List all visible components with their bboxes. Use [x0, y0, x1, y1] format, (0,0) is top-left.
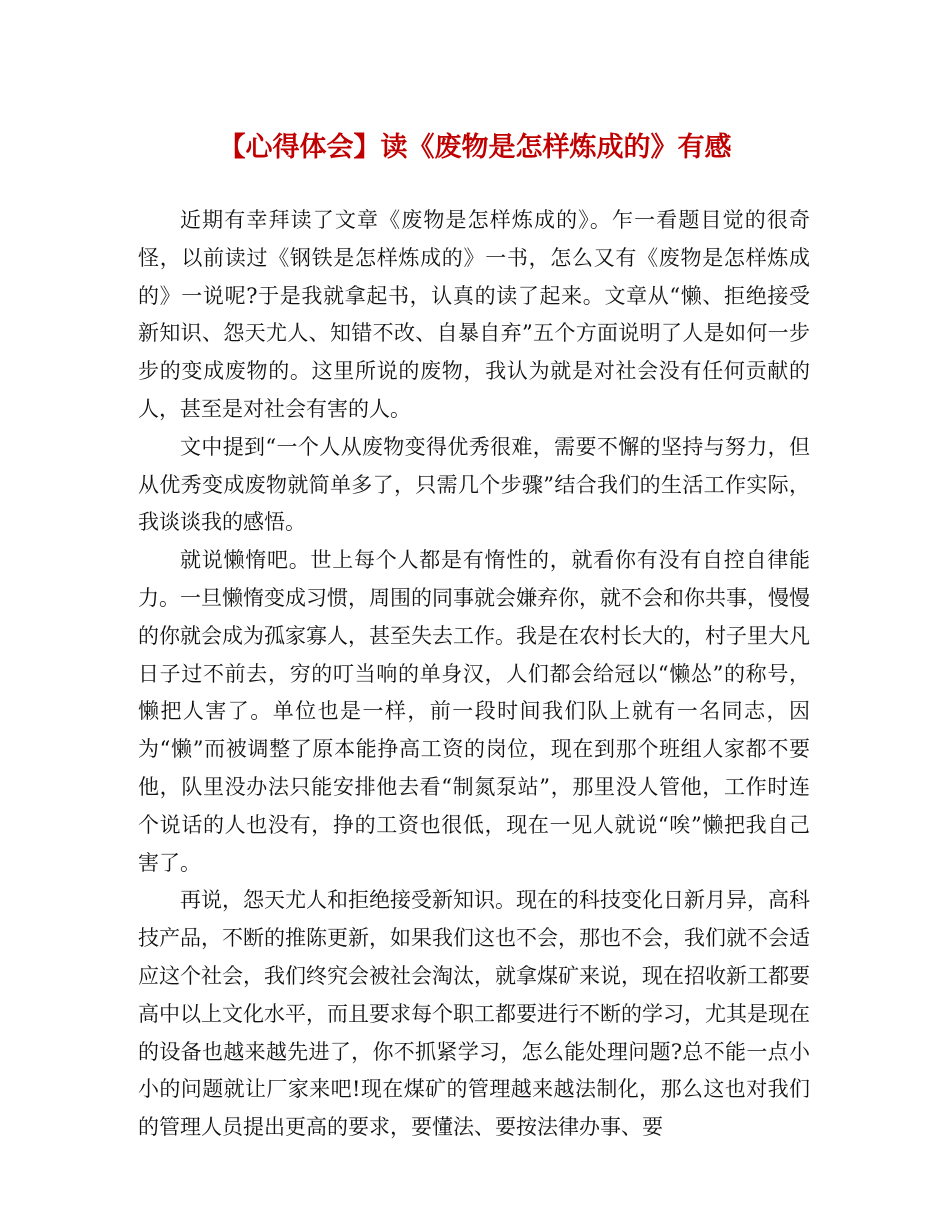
paragraph-4: 再说，怨天尤人和拒绝接受新知识。现在的科技变化日新月异，高科技产品，不断的推陈更新，如果我们这也不会，那也不会，我们就不会适应这个社会，我们终究会被社会淘汰，就拿煤矿来说，现在招收新工都要高中以上文化水平，而且要求每个职工都要进行不断的学习，尤其是现在的设备也越来越先进了，你不抓紧学习，怎么能处理问题?总不能一点小小的问题就让厂家来吧!现在煤矿的管理越来越法制化，那么这也对我们的管理人员提出更高的要求，要懂法、要按法律办事、要: [138, 888, 810, 1140]
paragraph-1: 近期有幸拜读了文章《废物是怎样炼成的》。乍一看题目觉的很奇怪，以前读过《钢铁是怎样炼成的》一书，怎么又有《废物是怎样炼成的》一说呢?于是我就拿起书，认真的读了起来。文章从“懒、拒绝接受新知识、怨天尤人、知错不改、自暴自弃”五个方面说明了人是如何一步步的变成废物的。这里所说的废物，我认为就是对社会没有任何贡献的人，甚至是对社会有害的人。: [138, 208, 810, 421]
paragraph-2: 文中提到“一个人从废物变得优秀很难，需要不懈的坚持与努力，但从优秀变成废物就简单多了，只需几个步骤”结合我们的生活工作实际，我谈谈我的感悟。: [138, 434, 810, 535]
document-title: 【心得体会】读《废物是怎样炼成的》有感: [218, 132, 732, 163]
document-body: [138, 202, 810, 1147]
paragraph-3: 就说懒惰吧。世上每个人都是有惰性的，就看你有没有自控自律能力。一旦懒惰变成习惯，周围的同事就会嫌弃你，就不会和你共事，慢慢的你就会成为孤家寡人，甚至失去工作。我是在农村长大的，村子里大凡日子过不前去，穷的叮当响的单身汉，人们都会给冠以“懒怂”的称号，懒把人害了。单位也是一样，前一段时间我们队上就有一名同志，因为“懒”而被调整了原本能挣高工资的岗位，现在到那个班组人家都不要他，队里没办法只能安排他去看“制氮泵站”，那里没人管他，工作时连个说话的人也没有，挣的工资也很低，现在一见人就说“唉”懒把我自己害了。: [138, 548, 810, 875]
